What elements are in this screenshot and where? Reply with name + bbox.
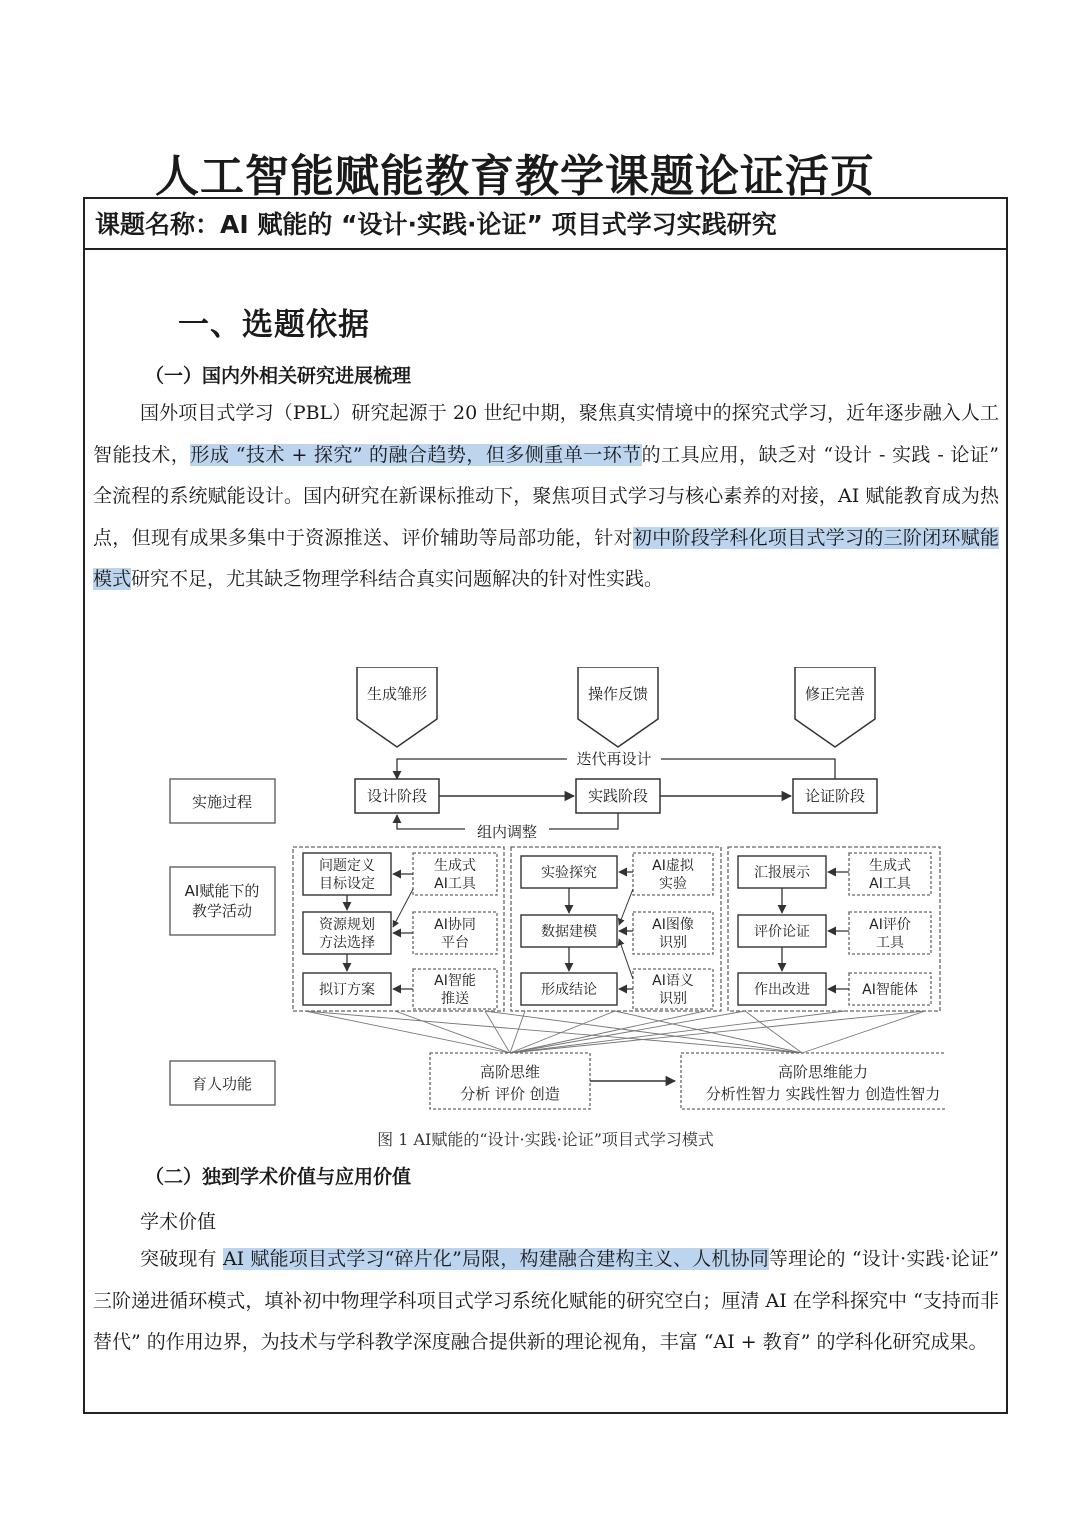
ai-tool-label: 识别 [659,935,687,951]
ai-tool-label: AI语义 [652,973,694,989]
row-label-implementation [170,779,275,823]
pentagon-operation-feedback [578,667,658,747]
activity-label: 实验探究 [541,865,597,881]
academic-value-label: 学术价值 [140,1211,217,1233]
ai-tool-label: 生成式 [434,858,476,874]
ai-tool-label: AI工具 [434,876,476,892]
panel-practice-activities [511,847,721,1011]
figure-caption: 图 1 AI赋能的“设计·实践·论证”项目式学习模式 [377,1130,714,1149]
ai-tool-label: 生成式 [869,858,911,874]
outcome-higher-order-ability [681,1053,945,1109]
pentagon-label: 操作反馈 [587,685,649,703]
research-paragraph [93,393,999,601]
section-heading: 一、选题依据 [178,307,370,343]
group-adjust-label: 组内调整 [476,823,538,841]
value-highlight: AI 赋能项目式学习“碎片化”局限，构建融合建构主义、人机协同 [222,1248,769,1270]
research-text-part1: 国外项目式学习（PBL）研究起源于 20 世纪中期，聚焦真实情境中的探究式学习，近年逐步融入人工智能技术， [93,402,999,466]
subsection-heading-value: （二）独到学术价值与应用价值 [145,1166,412,1188]
row-label-teaching-activities [170,867,275,935]
row-label-text: 实施过程 [191,793,253,811]
activity-label: 目标设定 [319,876,375,892]
outcome-label: 高阶思维能力 [777,1063,869,1081]
ai-tool-label: AI智能 [434,973,476,989]
panel-argument-activities [728,847,940,1011]
research-highlight-2: 初中阶段学科化项目式学习的三阶闭环赋能模式 [93,526,999,590]
activity-label: 资源规划 [319,917,375,933]
research-highlight-1: 形成 “技术 + 探究” 的融合趋势，但多侧重单一环节 [190,443,642,466]
activity-label: 作出改进 [754,982,810,998]
ai-tool-label: AI协同 [434,917,476,933]
activity-label: 方法选择 [319,935,375,951]
pentagon-label: 修正完善 [804,685,866,703]
pentagon-label: 生成雏形 [366,685,428,703]
stage-label: 设计阶段 [366,787,428,805]
pbl-model-diagram [165,667,945,1119]
row-label-text: 教学活动 [191,902,253,920]
pentagon-generate-prototype [357,667,437,747]
document-title: 人工智能赋能教育教学课题论证活页 [155,151,875,202]
ai-tool-label: 工具 [876,935,904,951]
stage-label: 实践阶段 [587,787,649,805]
ai-tool-label: AI虚拟 [652,858,694,874]
value-text-part1: 突破现有 [140,1248,223,1270]
ai-tool-label: AI工具 [869,876,911,892]
stage-argument [793,779,877,813]
row-label-education-function [170,1061,275,1105]
stage-design [355,779,439,813]
activity-label: 汇报展示 [754,865,810,881]
ai-tool-label: AI智能体 [862,982,918,998]
outcome-higher-order-thinking [430,1053,590,1109]
form-frame [83,197,1008,1414]
panel-design-activities [293,847,504,1011]
activity-label: 拟订方案 [319,982,375,998]
row-label-text: AI赋能下的 [184,882,260,900]
outcome-label: 分析 评价 创造 [460,1085,560,1103]
ai-tool-label: AI评价 [869,917,911,933]
connector-lines [305,1011,925,1053]
academic-value-paragraph [93,1239,999,1364]
ai-tool-label: 平台 [441,935,469,951]
outcome-label: 高阶思维 [479,1063,541,1081]
research-text-part2: 的工具应用，缺乏对 “设计 - 实践 - 论证” 全流程的系统赋能设计。国内研究在新课标推动下，聚焦项目式学习与核心素养的对接，AI 赋能教育成为热点，但现有成果多集中于资源推送、评价辅助等局部功能，针对 [93,443,999,549]
activity-label: 形成结论 [541,982,597,998]
subsection-heading-research: （一）国内外相关研究进展梳理 [145,365,412,387]
pentagon-revise-perfect [795,667,875,747]
ai-tool-label: 实验 [659,876,687,892]
value-text-part2: 等理论的 “设计·实践·论证” 三阶递进循环模式，填补初中物理学科项目式学习系统化赋能的研究空白；厘清 AI 在学科探究中 “支持而非替代” 的作用边界，为技术与学科教学深度融合提供新的理论视角，丰富 “AI + 教育” 的学科化研究成果。 [93,1248,999,1353]
stage-practice [576,779,660,813]
ai-tool-label: 推送 [441,991,469,1007]
topic-name-row: 课题名称：AI 赋能的 “设计·实践·论证” 项目式学习实践研究 [85,199,1006,250]
outcome-label: 分析性智力 实践性智力 创造性智力 [705,1085,941,1103]
activity-label: 评价论证 [754,924,810,940]
ai-tool-label: 识别 [659,991,687,1007]
row-label-text: 育人功能 [191,1075,253,1093]
activity-label: 数据建模 [541,924,597,940]
stage-label: 论证阶段 [804,787,866,805]
research-text-part3: 研究不足，尤其缺乏物理学科结合真实问题解决的针对性实践。 [131,568,664,590]
iterate-label: 迭代再设计 [576,750,652,768]
ai-tool-label: AI图像 [652,917,694,933]
activity-label: 问题定义 [319,858,375,874]
